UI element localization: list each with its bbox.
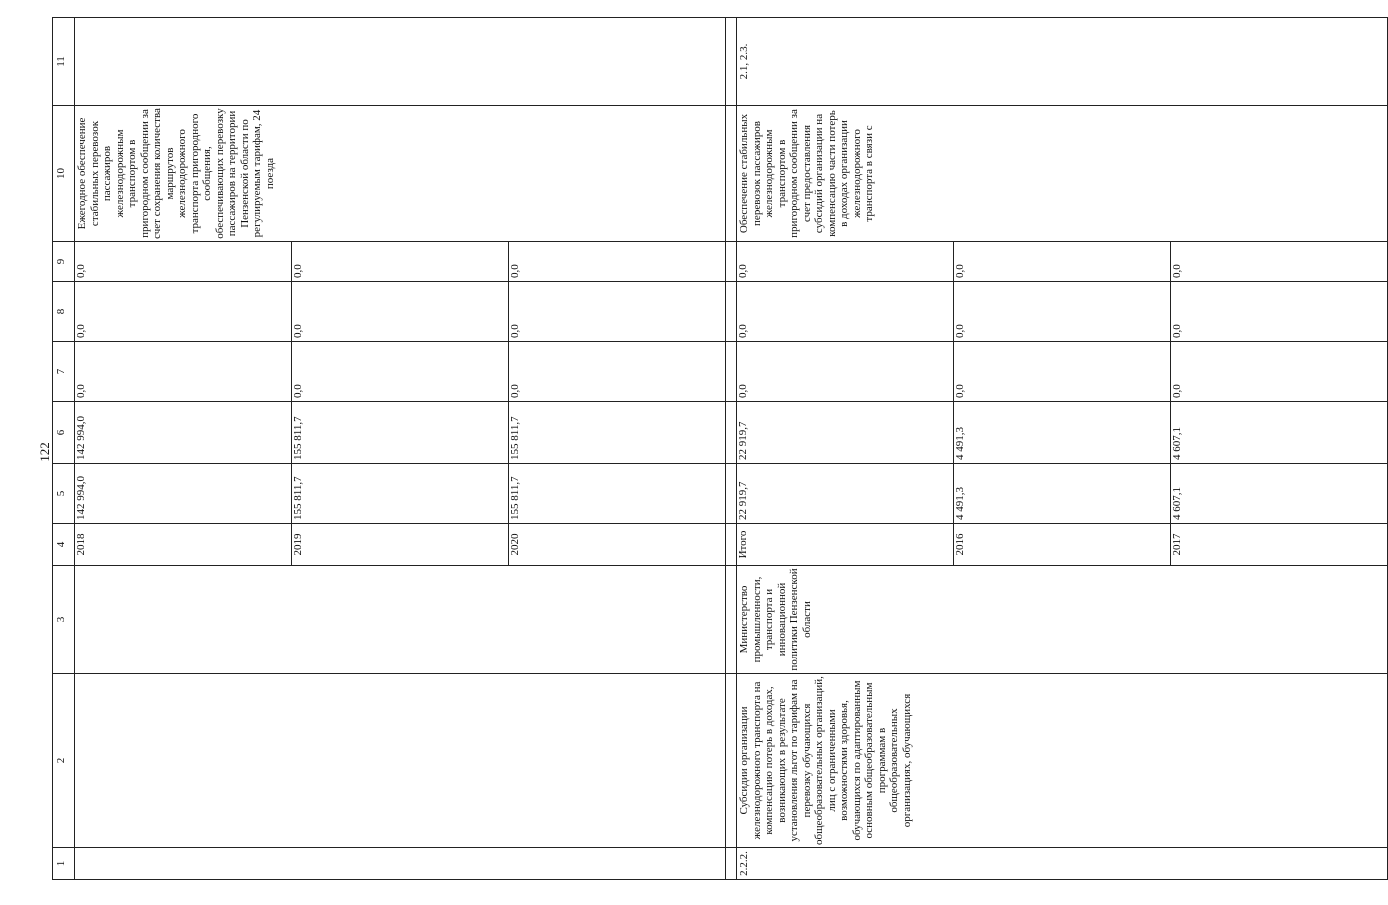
- amount-value: 4 607,1: [1171, 487, 1183, 520]
- amount-value: 0,0: [75, 242, 292, 281]
- regional-budget-cell: [75, 402, 726, 464]
- other-sources-cell: [75, 242, 726, 282]
- amount-value: 0,0: [1171, 324, 1183, 338]
- year-value: 2020: [509, 533, 521, 556]
- header-col-10: 10: [53, 106, 75, 242]
- amount-value: 155 811,7: [292, 464, 509, 523]
- header-col-1: 1: [53, 848, 75, 880]
- expected-result-cell: Обеспечение стабильных перевозок пассажиров железнодорожным транспортом в пригородном сообщении за счет предоставления субсидий организации на компенсацию части потерь в доходах организации железнодорожного транспорта в связи с: [737, 106, 1388, 242]
- amount-value: 0,0: [954, 342, 1171, 401]
- amount-value: 0,0: [292, 342, 509, 401]
- measure-name-cell: Субсидии организации железнодорожного транспорта на компенсацию потерь в доходах, возникающих в результате установления льгот по тарифам на перевозку обучающихся общеобразовательных организаций, лиц с ограниченными возможностями здоровья, обучающихся по адаптированным основным общеобразовательным программам в общеобразовательных организациях, обучающихся: [737, 674, 1388, 848]
- amount-value: 155 811,7: [292, 402, 509, 463]
- amount-value: 0,0: [292, 282, 509, 341]
- amount-value: 0,0: [509, 264, 521, 278]
- amount-value: 0,0: [292, 242, 509, 281]
- amount-value: 0,0: [737, 282, 954, 341]
- header-col-6: 6: [53, 402, 75, 464]
- amount-value: 142 994,0: [75, 402, 292, 463]
- table-row: [75, 18, 726, 880]
- year-value: 2019: [292, 524, 509, 565]
- header-row: [53, 18, 75, 880]
- page-number: 122: [37, 442, 52, 462]
- header-col-3: 3: [53, 566, 75, 674]
- year-value: 2018: [75, 524, 292, 565]
- federal-budget-cell: [75, 342, 726, 402]
- amount-value: 155 811,7: [509, 416, 521, 460]
- years-cell: [737, 524, 1388, 566]
- federal-budget-cell: [737, 342, 1388, 402]
- row-number-cell: [75, 848, 726, 880]
- local-budget-cell: [75, 282, 726, 342]
- indicator-link-cell: [75, 18, 726, 106]
- program-table: [52, 18, 1183, 880]
- year-value: 2017: [1171, 533, 1183, 556]
- year-value: Итого: [737, 524, 954, 565]
- amount-value: 4 491,3: [954, 464, 1171, 523]
- total-funding-cell: [75, 464, 726, 524]
- header-col-2: 2: [53, 674, 75, 848]
- year-value: 2016: [954, 524, 1171, 565]
- header-col-5: 5: [53, 464, 75, 524]
- amount-value: 0,0: [954, 242, 1171, 281]
- amount-value: 0,0: [737, 242, 954, 281]
- header-col-8: 8: [53, 282, 75, 342]
- amount-value: 0,0: [954, 282, 1171, 341]
- amount-value: 22 919,7: [737, 402, 954, 463]
- amount-value: 0,0: [1171, 384, 1183, 398]
- local-budget-cell: [737, 282, 1388, 342]
- amount-value: 142 994,0: [75, 464, 292, 523]
- row-divider: [726, 18, 737, 880]
- amount-value: 22 919,7: [737, 464, 954, 523]
- amount-value: 0,0: [509, 384, 521, 398]
- row-number-cell: 2.2.2.: [737, 848, 1388, 880]
- executor-cell: Министерство промышленности, транспорта и инновационной политики Пензенской области: [737, 566, 1388, 674]
- measures-table: [52, 17, 1388, 880]
- amount-value: 0,0: [737, 342, 954, 401]
- total-funding-cell: [737, 464, 1388, 524]
- amount-value: 4 491,3: [954, 402, 1171, 463]
- header-col-9: 9: [53, 242, 75, 282]
- years-cell: [75, 524, 726, 566]
- amount-value: 4 607,1: [1171, 427, 1183, 460]
- amount-value: 0,0: [75, 282, 292, 341]
- amount-value: 0,0: [1171, 264, 1183, 278]
- executor-cell: [75, 566, 726, 674]
- amount-value: 0,0: [509, 324, 521, 338]
- amount-value: 0,0: [75, 342, 292, 401]
- header-col-11: 11: [53, 18, 75, 106]
- expected-result-cell: Ежегодное обеспечение стабильных перевозок пассажиров железнодорожным транспортом в пригородном сообщении за счет сохранения количества маршрутов железнодорожного транспорта пригородного сообщения, обеспечивающих перевозку пассажиров на территории Пензенской области по регулируемым тарифам, 24 поезда: [75, 106, 726, 242]
- measure-name-cell: [75, 674, 726, 848]
- table-row: [737, 18, 1388, 880]
- header-col-7: 7: [53, 342, 75, 402]
- amount-value: 155 811,7: [509, 476, 521, 520]
- indicator-link-cell: 2.1, 2.3.: [737, 18, 1388, 106]
- header-col-4: 4: [53, 524, 75, 566]
- regional-budget-cell: [737, 402, 1388, 464]
- other-sources-cell: [737, 242, 1388, 282]
